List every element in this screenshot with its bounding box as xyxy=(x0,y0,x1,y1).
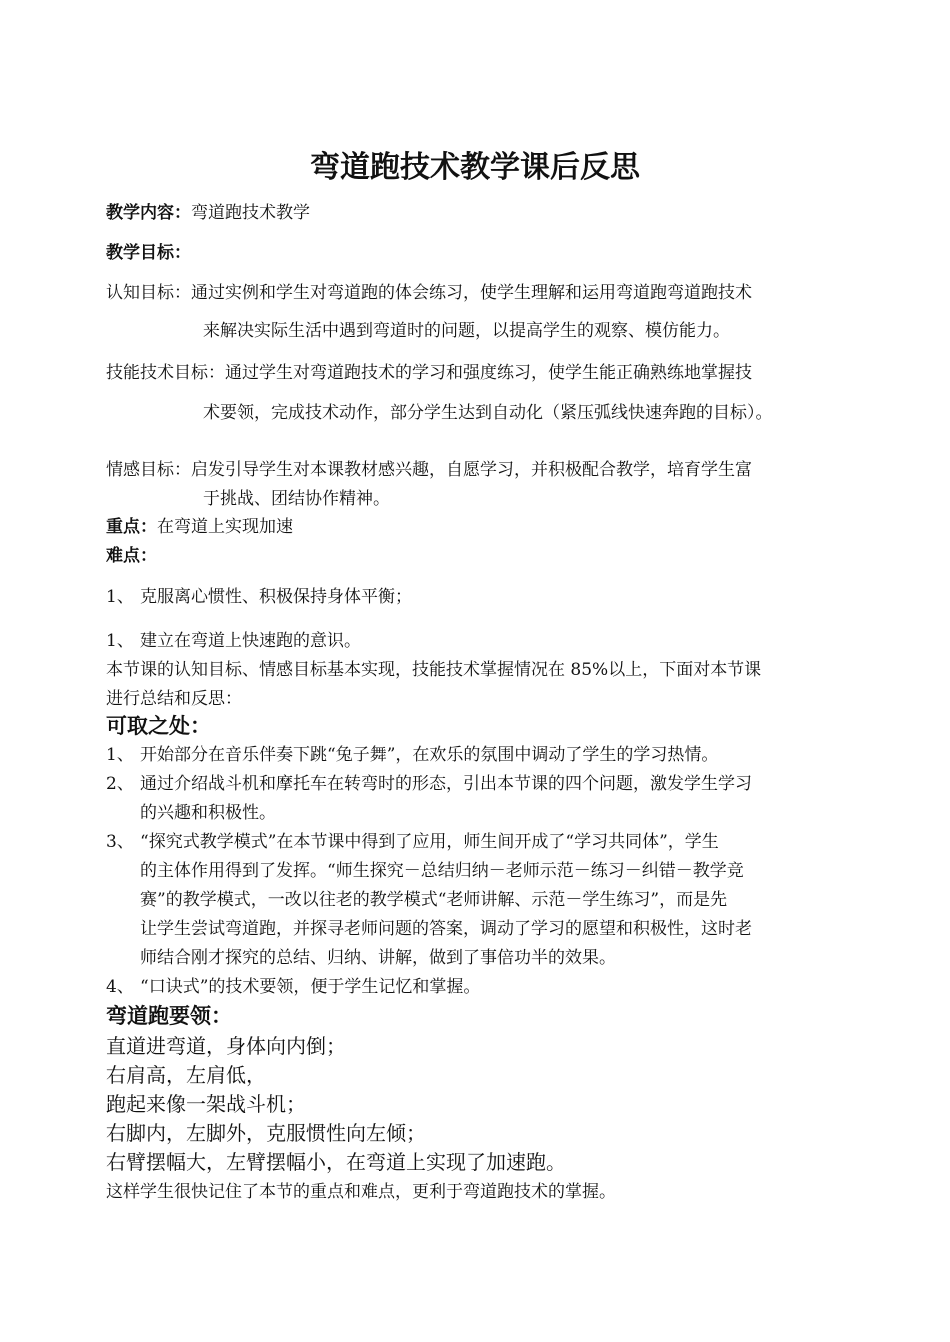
merit-item-number: 3、 xyxy=(106,832,134,852)
emotion-goal-line-1 xyxy=(106,459,752,481)
skill-goal-line-1 xyxy=(106,362,752,384)
merit-item-number: 1、 xyxy=(106,745,134,765)
closing-line: 这样学生很快记住了本节的重点和难点，更利于弯道跑技术的掌握。 xyxy=(106,1182,616,1202)
teaching-goals-label: 教学目标： xyxy=(106,243,191,263)
emotion-goal-text-1: 启发引导学生对本课教材感兴趣，自愿学习，并积极配合教学，培育学生富 xyxy=(191,460,752,480)
key-point-label: 重点： xyxy=(106,517,157,537)
merit-item-text: 通过介绍战斗机和摩托车在转弯时的形态，引出本节课的四个问题，激发学生学习 xyxy=(140,774,752,794)
key-point-value: 在弯道上实现加速 xyxy=(157,517,293,537)
essentials-heading: 弯道跑要领： xyxy=(106,1003,232,1028)
merit-item-number: 2、 xyxy=(106,774,134,794)
cognitive-goal-line-1 xyxy=(106,282,752,304)
difficulty-item xyxy=(106,586,412,608)
teaching-content-line xyxy=(106,202,310,224)
skill-goal-text-2: 术要领，完成技术动作，部分学生达到自动化（紧压弧线快速奔跑的目标）。 xyxy=(203,403,773,423)
summary-line-2: 进行总结和反思： xyxy=(106,689,242,709)
merit-item-text: “口诀式”的技术要领，便于学生记忆和掌握。 xyxy=(140,977,481,997)
essentials-line: 跑起来像一架战斗机； xyxy=(106,1092,306,1116)
essentials-line: 右脚内，左脚外，克服惯性向左倾； xyxy=(106,1121,426,1145)
merit-item-text: “探究式教学模式”在本节课中得到了应用，师生间开成了“学习共同体”，学生 xyxy=(140,832,719,852)
emotion-goal-label: 情感目标： xyxy=(106,460,191,480)
merit-item-continuation: 让学生尝试弯道跑，并探寻老师问题的答案，调动了学习的愿望和积极性，这时老 xyxy=(140,919,752,939)
merit-item-continuation: 赛”的教学模式，一改以往老的教学模式“老师讲解、示范－学生练习”，而是先 xyxy=(140,890,728,910)
key-point-line xyxy=(106,516,293,538)
difficulty-item-text: 建立在弯道上快速跑的意识。 xyxy=(140,631,361,651)
difficulty-item-number: 1、 xyxy=(106,631,134,651)
skill-goal-text-1: 通过学生对弯道跑技术的学习和强度练习，使学生能正确熟练地掌握技 xyxy=(225,363,752,383)
merit-item-continuation: 师结合刚才探究的总结、归纳、讲解，做到了事倍功半的效果。 xyxy=(140,948,616,968)
difficulty-item-number: 1、 xyxy=(106,587,134,607)
skill-goal-label: 技能技术目标： xyxy=(106,363,225,383)
emotion-goal-text-2: 于挑战、团结协作精神。 xyxy=(203,489,390,509)
merit-item xyxy=(106,976,480,998)
merit-item-continuation: 的兴趣和积极性。 xyxy=(140,803,276,823)
merit-item-continuation: 的主体作用得到了发挥。“师生探究－总结归纳－老师示范－练习－纠错－教学竞 xyxy=(140,861,744,881)
merit-item-number: 4、 xyxy=(106,977,134,997)
merit-item-text: 开始部分在音乐伴奏下跳“兔子舞”，在欢乐的氛围中调动了学生的学习热情。 xyxy=(140,745,719,765)
essentials-line: 右臂摆幅大，左臂摆幅小，在弯道上实现了加速跑。 xyxy=(106,1150,566,1174)
difficulty-item-text: 克服离心惯性、积极保持身体平衡； xyxy=(140,587,412,607)
merits-heading: 可取之处： xyxy=(106,713,211,738)
merit-item xyxy=(106,831,719,853)
teaching-content-value: 弯道跑技术教学 xyxy=(191,203,310,223)
summary-line-1: 本节课的认知目标、情感目标基本实现，技能技术掌握情况在 85%以上，下面对本节课 xyxy=(106,660,762,680)
difficulty-item xyxy=(106,630,361,652)
cognitive-goal-label: 认知目标： xyxy=(106,283,191,303)
difficulty-label: 难点： xyxy=(106,546,157,566)
cognitive-goal-text-2: 来解决实际生活中遇到弯道时的问题，以提高学生的观察、模仿能力。 xyxy=(203,321,730,341)
cognitive-goal-text-1: 通过实例和学生对弯道跑的体会练习，使学生理解和运用弯道跑弯道跑技术 xyxy=(191,283,752,303)
document-title: 弯道跑技术教学课后反思 xyxy=(310,150,640,185)
teaching-content-label: 教学内容： xyxy=(106,203,191,223)
essentials-line: 直道进弯道，身体向内倒； xyxy=(106,1034,346,1058)
merit-item xyxy=(106,744,718,766)
essentials-line: 右肩高，左肩低， xyxy=(106,1063,266,1087)
merit-item xyxy=(106,773,752,795)
